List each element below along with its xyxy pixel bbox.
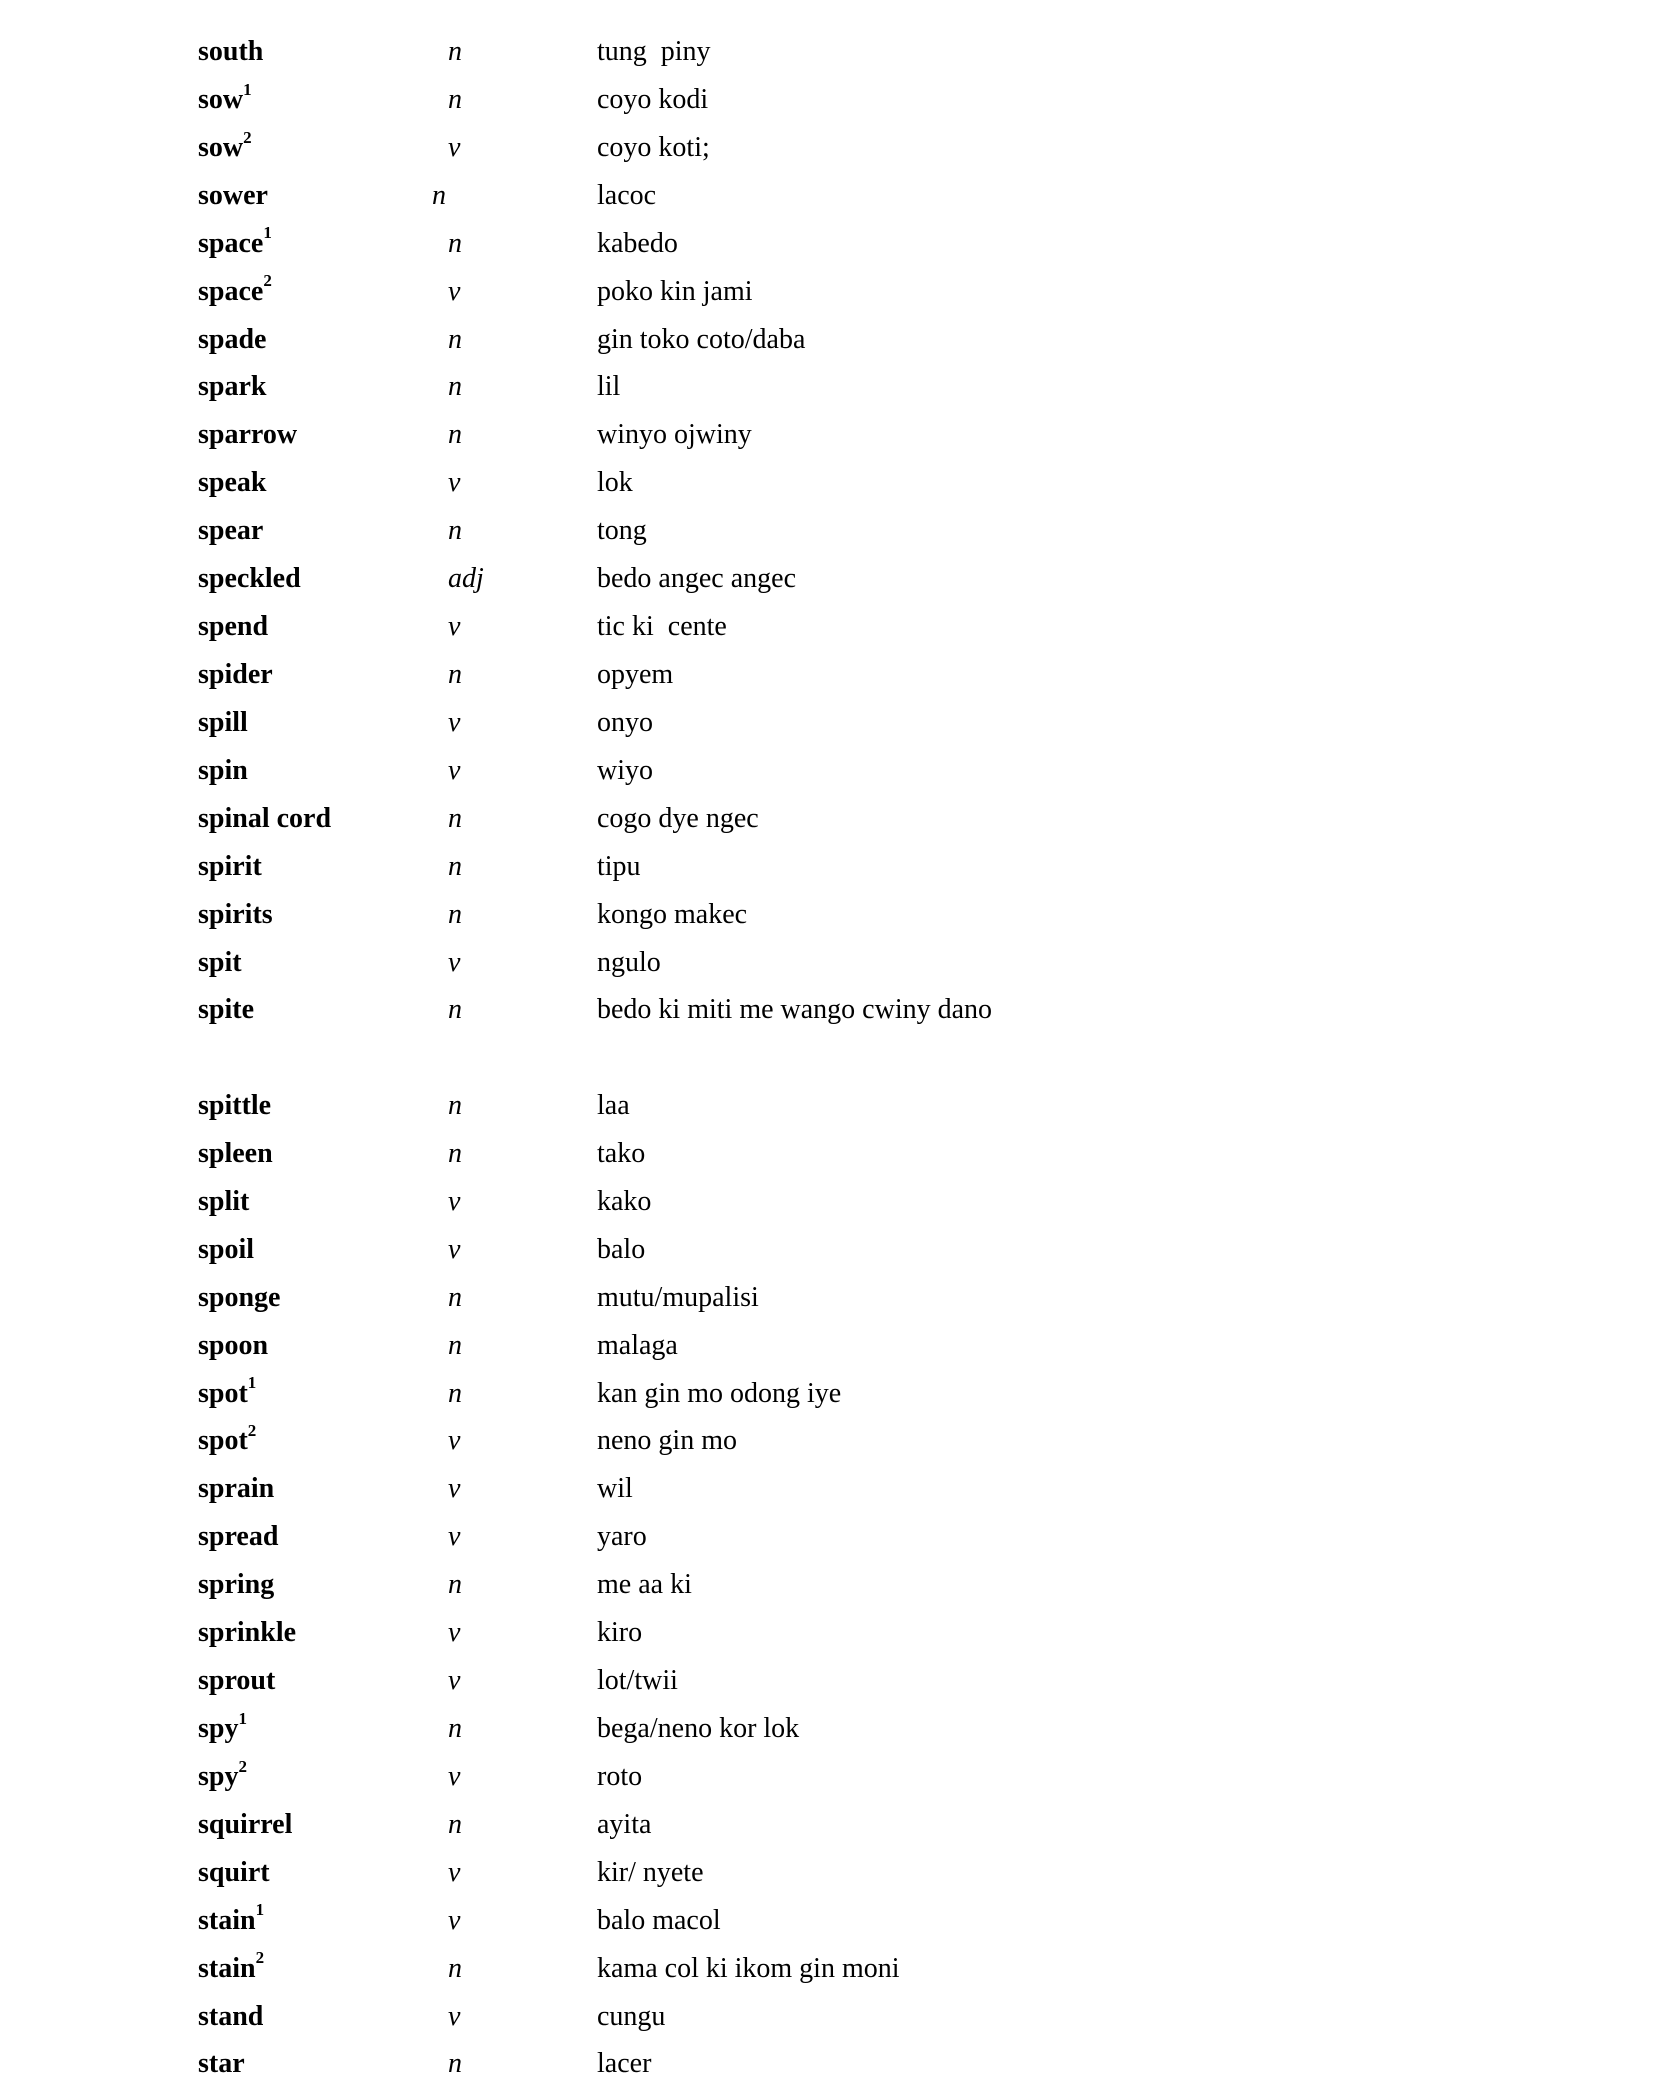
- translation: kabedo: [597, 227, 678, 259]
- headword: spread: [198, 1521, 279, 1553]
- part-of-speech: n: [432, 179, 446, 211]
- part-of-speech: v: [448, 754, 461, 786]
- headword: speak: [198, 467, 267, 499]
- translation: coyo kodi: [597, 83, 709, 115]
- entry-row: [0, 1373, 1654, 1424]
- headword: squirrel: [198, 1808, 293, 1840]
- entry-row: [0, 1567, 1654, 1615]
- translation: kan gin mo odong iye: [597, 1377, 842, 1409]
- translation: tako: [597, 1137, 646, 1169]
- translation: coyo koti;: [597, 131, 710, 163]
- entry-row: [0, 992, 1654, 1040]
- translation: kongo makec: [597, 898, 748, 930]
- part-of-speech: n: [448, 371, 462, 403]
- translation: opyem: [597, 658, 674, 690]
- part-of-speech: n: [448, 1137, 462, 1169]
- headword: sow$^1$: [198, 79, 252, 115]
- part-of-speech: v: [448, 1904, 461, 1936]
- entry-row: [0, 2046, 1654, 2094]
- headword: stain$^2$: [198, 1948, 265, 1984]
- part-of-speech: v: [448, 706, 461, 738]
- entry-row: [0, 1184, 1654, 1232]
- entry-row: [0, 1663, 1654, 1711]
- headword: spend: [198, 611, 269, 643]
- part-of-speech: v: [448, 467, 461, 499]
- part-of-speech: adj: [448, 563, 484, 595]
- translation: lacoc: [597, 179, 657, 211]
- entry-row: [0, 1328, 1654, 1376]
- translation: cungu: [597, 2000, 666, 2032]
- translation: onyo: [597, 706, 653, 738]
- part-of-speech: n: [448, 1712, 462, 1744]
- entry-row: [0, 1855, 1654, 1903]
- part-of-speech: n: [448, 1090, 462, 1121]
- entry-row: [0, 513, 1654, 561]
- entry-row: [0, 801, 1654, 849]
- headword: spoon: [198, 1329, 269, 1361]
- entry-row: [0, 609, 1654, 657]
- part-of-speech: n: [448, 1808, 462, 1840]
- part-of-speech: v: [448, 2000, 461, 2032]
- headword: space$^1$: [198, 223, 272, 259]
- part-of-speech: v: [448, 1425, 461, 1457]
- part-of-speech: n: [448, 1952, 462, 1984]
- translation: tic ki cente: [597, 611, 727, 643]
- translation: lacer: [597, 2048, 652, 2080]
- entry-row: [0, 1807, 1654, 1855]
- entry-row: [0, 657, 1654, 705]
- part-of-speech: v: [448, 946, 461, 978]
- headword: sprinkle: [198, 1617, 297, 1649]
- headword: spring: [198, 1569, 275, 1601]
- translation: balo: [597, 1233, 646, 1265]
- part-of-speech: n: [448, 1329, 462, 1361]
- headword: squirt: [198, 1856, 270, 1888]
- translation: kama col ki ikom gin moni: [597, 1952, 900, 1984]
- entry-row: [0, 369, 1654, 417]
- translation: bedo angec angec: [597, 563, 796, 595]
- headword: sow$^2$: [198, 127, 252, 163]
- entry-row: [0, 1519, 1654, 1567]
- translation: bega/neno kor lok: [597, 1712, 800, 1744]
- entry-row: [0, 178, 1654, 226]
- headword: spark: [198, 371, 267, 403]
- translation: mutu/mupalisi: [597, 1281, 759, 1313]
- part-of-speech: n: [448, 850, 462, 882]
- headword: spleen: [198, 1137, 273, 1169]
- translation: wil: [597, 1473, 633, 1505]
- part-of-speech: n: [448, 994, 462, 1026]
- entry-row: [0, 34, 1654, 82]
- entry-row: [0, 1136, 1654, 1184]
- entry-row: [0, 322, 1654, 370]
- part-of-speech: v: [448, 1521, 461, 1553]
- translation: laa: [597, 1090, 630, 1121]
- part-of-speech: n: [448, 898, 462, 930]
- entry-row: [0, 79, 1654, 130]
- headword: spill: [198, 706, 248, 738]
- part-of-speech: v: [448, 1617, 461, 1649]
- entry-row: [0, 127, 1654, 178]
- entry-row: [0, 1280, 1654, 1328]
- part-of-speech: n: [448, 323, 462, 355]
- part-of-speech: v: [448, 1233, 461, 1265]
- translation: lok: [597, 467, 633, 499]
- entry-row: [0, 1756, 1654, 1807]
- entry-row: [0, 945, 1654, 993]
- entry-row: [0, 417, 1654, 465]
- headword: sponge: [198, 1281, 281, 1313]
- headword: spy$^2$: [198, 1756, 247, 1792]
- translation: roto: [597, 1760, 643, 1792]
- translation: tipu: [597, 850, 641, 882]
- part-of-speech: n: [448, 36, 462, 67]
- part-of-speech: v: [448, 131, 461, 163]
- entry-row: [0, 897, 1654, 945]
- headword: spin: [198, 754, 248, 786]
- headword: star: [198, 2048, 245, 2080]
- translation: ngulo: [597, 946, 661, 978]
- entry-row: [0, 1948, 1654, 1999]
- entry-row: [0, 705, 1654, 753]
- entry-row: [0, 1232, 1654, 1280]
- part-of-speech: n: [448, 515, 462, 547]
- headword: stain$^1$: [198, 1900, 265, 1936]
- translation: winyo ojwiny: [597, 419, 752, 451]
- translation: wiyo: [597, 754, 653, 786]
- headword: spider: [198, 658, 273, 690]
- translation: bedo ki miti me wango cwiny dano: [597, 994, 993, 1026]
- part-of-speech: v: [448, 611, 461, 643]
- part-of-speech: v: [448, 1185, 461, 1217]
- headword: spy$^1$: [198, 1708, 247, 1744]
- part-of-speech: n: [448, 419, 462, 451]
- part-of-speech: n: [448, 83, 462, 115]
- headword: south: [198, 36, 264, 67]
- translation: balo macol: [597, 1904, 721, 1936]
- part-of-speech: v: [448, 1856, 461, 1888]
- part-of-speech: n: [448, 658, 462, 690]
- headword: space$^2$: [198, 271, 272, 307]
- headword: stand: [198, 2000, 264, 2032]
- entry-row: [0, 753, 1654, 801]
- part-of-speech: n: [448, 1281, 462, 1313]
- translation: lil: [597, 371, 621, 403]
- part-of-speech: v: [448, 1665, 461, 1697]
- headword: speckled: [198, 563, 301, 595]
- headword: split: [198, 1185, 250, 1217]
- entry-row: [0, 1615, 1654, 1663]
- translation: kiro: [597, 1617, 643, 1649]
- entry-row: [0, 271, 1654, 322]
- entry-list-block-2: [0, 1088, 1654, 2094]
- translation: me aa ki: [597, 1569, 692, 1601]
- entry-row: [0, 1900, 1654, 1951]
- translation: malaga: [597, 1329, 678, 1361]
- translation: neno gin mo: [597, 1425, 737, 1457]
- entry-row: [0, 1471, 1654, 1519]
- part-of-speech: v: [448, 1760, 461, 1792]
- headword: sparrow: [198, 419, 298, 451]
- headword: spirits: [198, 898, 273, 930]
- entry-row: [0, 223, 1654, 274]
- headword: spot$^2$: [198, 1421, 257, 1457]
- translation: lot/twii: [597, 1665, 678, 1697]
- headword: spinal cord: [198, 802, 332, 834]
- headword: spoil: [198, 1233, 255, 1265]
- translation: kako: [597, 1185, 652, 1217]
- translation: kir/ nyete: [597, 1856, 704, 1888]
- part-of-speech: n: [448, 1377, 462, 1409]
- entry-row: [0, 1708, 1654, 1759]
- translation: ayita: [597, 1808, 652, 1840]
- headword: spittle: [198, 1090, 272, 1121]
- headword: spear: [198, 515, 264, 547]
- entry-row: [0, 1088, 1654, 1136]
- entry-row: [0, 561, 1654, 609]
- translation: cogo dye ngec: [597, 802, 759, 834]
- part-of-speech: n: [448, 227, 462, 259]
- entry-row: [0, 1999, 1654, 2047]
- headword: spirit: [198, 850, 262, 882]
- headword: spite: [198, 994, 254, 1026]
- headword: sprain: [198, 1473, 275, 1505]
- entry-row: [0, 849, 1654, 897]
- entry-list-block-1: [0, 34, 1654, 1040]
- translation: gin toko coto/daba: [597, 323, 806, 355]
- part-of-speech: v: [448, 275, 461, 307]
- translation: tung piny: [597, 36, 711, 67]
- headword: spade: [198, 323, 267, 355]
- translation: yaro: [597, 1521, 647, 1553]
- headword: spot$^1$: [198, 1373, 257, 1409]
- headword: sower: [198, 179, 268, 211]
- part-of-speech: v: [448, 1473, 461, 1505]
- entry-row: [0, 1423, 1654, 1471]
- part-of-speech: n: [448, 1569, 462, 1601]
- translation: poko kin jami: [597, 275, 753, 307]
- entry-row: [0, 465, 1654, 513]
- headword: spit: [198, 946, 242, 978]
- translation: tong: [597, 515, 647, 547]
- part-of-speech: n: [448, 802, 462, 834]
- headword: sprout: [198, 1665, 276, 1697]
- part-of-speech: n: [448, 2048, 462, 2080]
